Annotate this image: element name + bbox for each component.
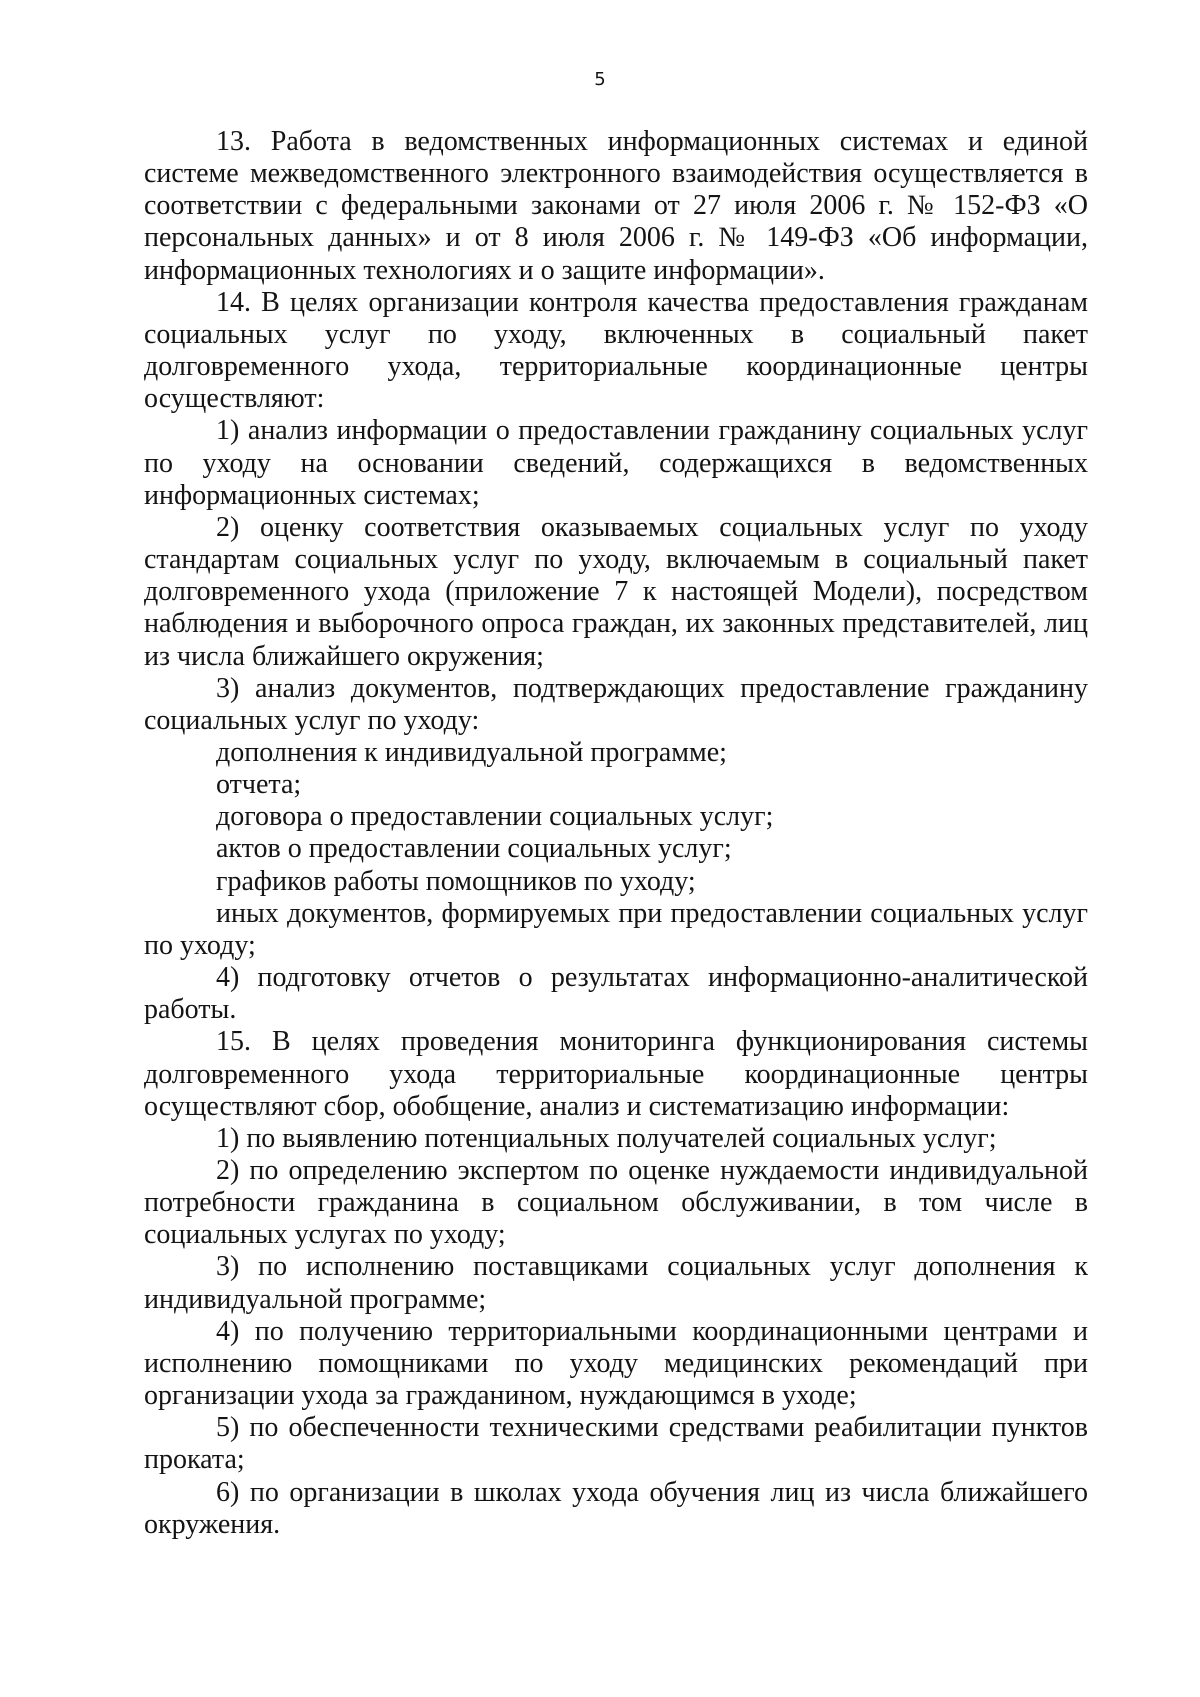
paragraph-15: 15. В целях проведения мониторинга функционирования системы долговременного ухода территориальные координационные центры осуществляют сбор, обобщение, анализ и систематизацию информации: [144, 1026, 1088, 1122]
list-item: 1) анализ информации о предоставлении гражданину социальных услуг по уходу на основании сведений, содержащихся в ведомственных информационных системах; [144, 415, 1088, 511]
list-item: актов о предоставлении социальных услуг; [216, 833, 732, 865]
paragraph-13: 13. Работа в ведомственных информационных системах и единой системе межведомственного электронного взаимодействия осуществляется в соответствии с федеральными законами от 27 июля 2006 г. № 152-ФЗ «О персональных данных» и от 8 июля 2006 г. № 149-ФЗ «Об информации, информационных технологиях и о защите информации». [144, 126, 1088, 286]
document-body [144, 126, 1088, 1541]
list-item: 3) по исполнению поставщиками социальных услуг дополнения к индивидуальной программе; [144, 1251, 1088, 1315]
page-number: 5 [594, 69, 606, 90]
list-item: договора о предоставлении социальных услуг; [216, 801, 774, 833]
list-item: 1) по выявлению потенциальных получателей социальных услуг; [216, 1122, 997, 1154]
list-item: 3) анализ документов, подтверждающих предоставление гражданину социальных услуг по уходу: [144, 672, 1088, 736]
list-item: графиков работы помощников по уходу; [216, 865, 696, 897]
list-item: 5) по обеспеченности техническими средствами реабилитации пунктов проката; [144, 1412, 1088, 1476]
list-item: 6) по организации в школах ухода обучения лиц из числа ближайшего окружения. [144, 1476, 1088, 1540]
paragraph-14: 14. В целях организации контроля качества предоставления гражданам социальных услуг по уходу, включенных в социальный пакет долговременного ухода, территориальные координационные центры осуществляют: [144, 286, 1088, 415]
list-item: 4) по получению территориальными координационными центрами и исполнению помощниками по уходу медицинских рекомендаций при организации ухода за гражданином, нуждающимся в уходе; [144, 1315, 1088, 1412]
list-item: дополнения к индивидуальной программе; [216, 736, 727, 768]
list-item: 4) подготовку отчетов о результатах информационно-аналитической работы. [144, 962, 1088, 1026]
list-item: 2) оценку соответствия оказываемых социальных услуг по уходу стандартам социальных услуг по уходу, включаемым в социальный пакет долговременного ухода (приложение 7 к настоящей Модели), посредством наблюдения и выборочного опроса граждан, их законных представителей, лиц из числа ближайшего окружения; [144, 511, 1088, 672]
list-item: 2) по определению экспертом по оценке нуждаемости индивидуальной потребности гражданина в социальном обслуживании, в том числе в социальных услугах по уходу; [144, 1155, 1088, 1251]
list-item: отчета; [216, 769, 302, 801]
list-item: иных документов, формируемых при предоставлении социальных услуг по уходу; [144, 897, 1088, 961]
